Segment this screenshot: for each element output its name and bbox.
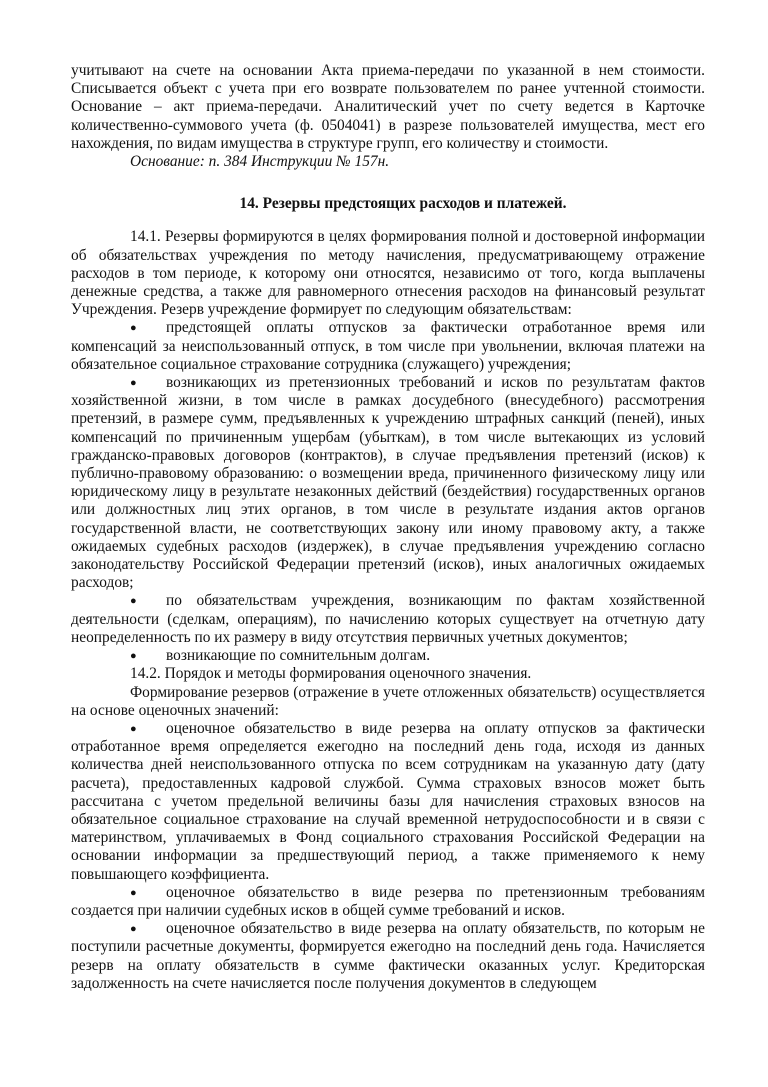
bullet-icon: ● xyxy=(130,722,137,735)
list-item-text: возникающих из претензионных требований и исков по результатам фактов хозяйственной жизни, в том числе в рамках досудебного (внесудебного) рассмотрения претензий, в размере сумм, предъявленных к учреждению штрафных санкций (пеней), иных компенсаций по причиненным ущербам (убыткам), в том числе вытекающих из условий гражданско-правовых договоров (контрактов), в случае предъявления претензий (исков) к публично-правовому образованию: о возмещении вреда, причиненного физическому лицу или юридическому лицу в результате незаконных действий (бездействия) государственных органов или должностных лиц этих органов, в том числе в результате издания актов органов государственной власти, не соответствующих закону или иному правовому акту, а также ожидаемых судебных расходов (издержек), в случае предъявления учреждению согласно законодательству Российской Федерации претензий (исков), иных аналогичных ожидаемых расходов; xyxy=(71,374,705,592)
list-item xyxy=(71,920,705,993)
paragraph-14-2: 14.2. Порядок и методы формирования оценочного значения. xyxy=(130,665,532,683)
list-item-text: по обязательствам учреждения, возникающим по фактам хозяйственной деятельности (сделкам, операциям), по начислению которых существует на отчетную дату неопределенность по их размеру в виду отсутствия первичных учетных документов; xyxy=(71,592,705,646)
list-item xyxy=(71,720,705,884)
paragraph-14-1: 14.1. Резервы формируются в целях формирования полной и достоверной информации об обязательствах учреждения по методу начисления, предусматривающему отражение расходов в том периоде, к которому они относятся, независимо от того, когда выплачены денежные средства, а также для равномерного отнесения расходов на финансовый результат Учреждения. Резерв учреждение формирует по следующим обязательствам: xyxy=(71,228,705,319)
list-item-text: оценочное обязательство в виде резерва на оплату отпусков за фактически отработанное время определяется ежегодно на последний день года, исходя из данных количества дней неиспользованного отпуска по всем сотрудникам на указанную дату (дату расчета), предоставленных кадровой службой. Сумма страховых взносов может быть рассчитана с учетом предельной величины базы для начисления страховых взносов на обязательное социальное страхование на случай временной нетрудоспособности и в связи с материнством, уплачиваемых в Фонд социального страхования Российской Федерации на основании информации за предшествующий период, а также применяемого к нему повышающего коэффициента. xyxy=(71,719,705,883)
section-heading: 14. Резервы предстоящих расходов и платежей. xyxy=(239,195,567,213)
bullet-icon: ● xyxy=(130,377,137,390)
bullet-icon: ● xyxy=(130,923,137,936)
list-item xyxy=(71,319,705,374)
bullet-icon: ● xyxy=(130,650,137,663)
list-item xyxy=(71,374,705,592)
list-item-text: оценочное обязательство в виде резерва по претензионным требованиям создается при наличии судебных исков в общей сумме требований и исков. xyxy=(71,883,705,919)
list-item xyxy=(71,647,705,665)
intro-paragraph: учитывают на счете на основании Акта приема-передачи по указанной в нем стоимости. Списывается объект с учета при его возврате пользователем по ранее учтенной стоимости. Основание – акт приема-передачи. Аналитический учет по счету ведется в Карточке количественно-суммового учета (ф. 0504041) в разрезе пользователей имущества, мест его нахождения, по видам имущества в структуре групп, его количеству и стоимости. xyxy=(71,62,705,152)
document-page xyxy=(71,62,705,993)
list-item-text: предстоящей оплаты отпусков за фактически отработанное время или компенсаций за неиспользованный отпуск, в том числе при увольнении, включая платежи на обязательное социальное страхование сотрудника (служащего) учреждения; xyxy=(71,319,705,373)
basis-reference: Основание: п. 384 Инструкции № 157н. xyxy=(130,153,390,171)
bullet-icon: ● xyxy=(130,322,137,335)
formation-paragraph: Формирование резервов (отражение в учете отложенных обязательств) осуществляется на основе оценочных значений: xyxy=(71,683,705,719)
list-item xyxy=(71,592,705,647)
bullet-icon: ● xyxy=(130,595,137,608)
bullet-icon: ● xyxy=(130,886,137,899)
list-item xyxy=(71,884,705,920)
list-item-text: оценочное обязательство в виде резерва на оплату обязательств, по которым не поступили расчетные документы, формируется ежегодно на последний день года. Начисляется резерв на оплату обязательств в сумме фактически оказанных услуг. Кредиторская задолженность на счете начисляется после получения документов в следующем xyxy=(71,920,705,992)
list-item-text: возникающие по сомнительным долгам. xyxy=(166,647,431,665)
